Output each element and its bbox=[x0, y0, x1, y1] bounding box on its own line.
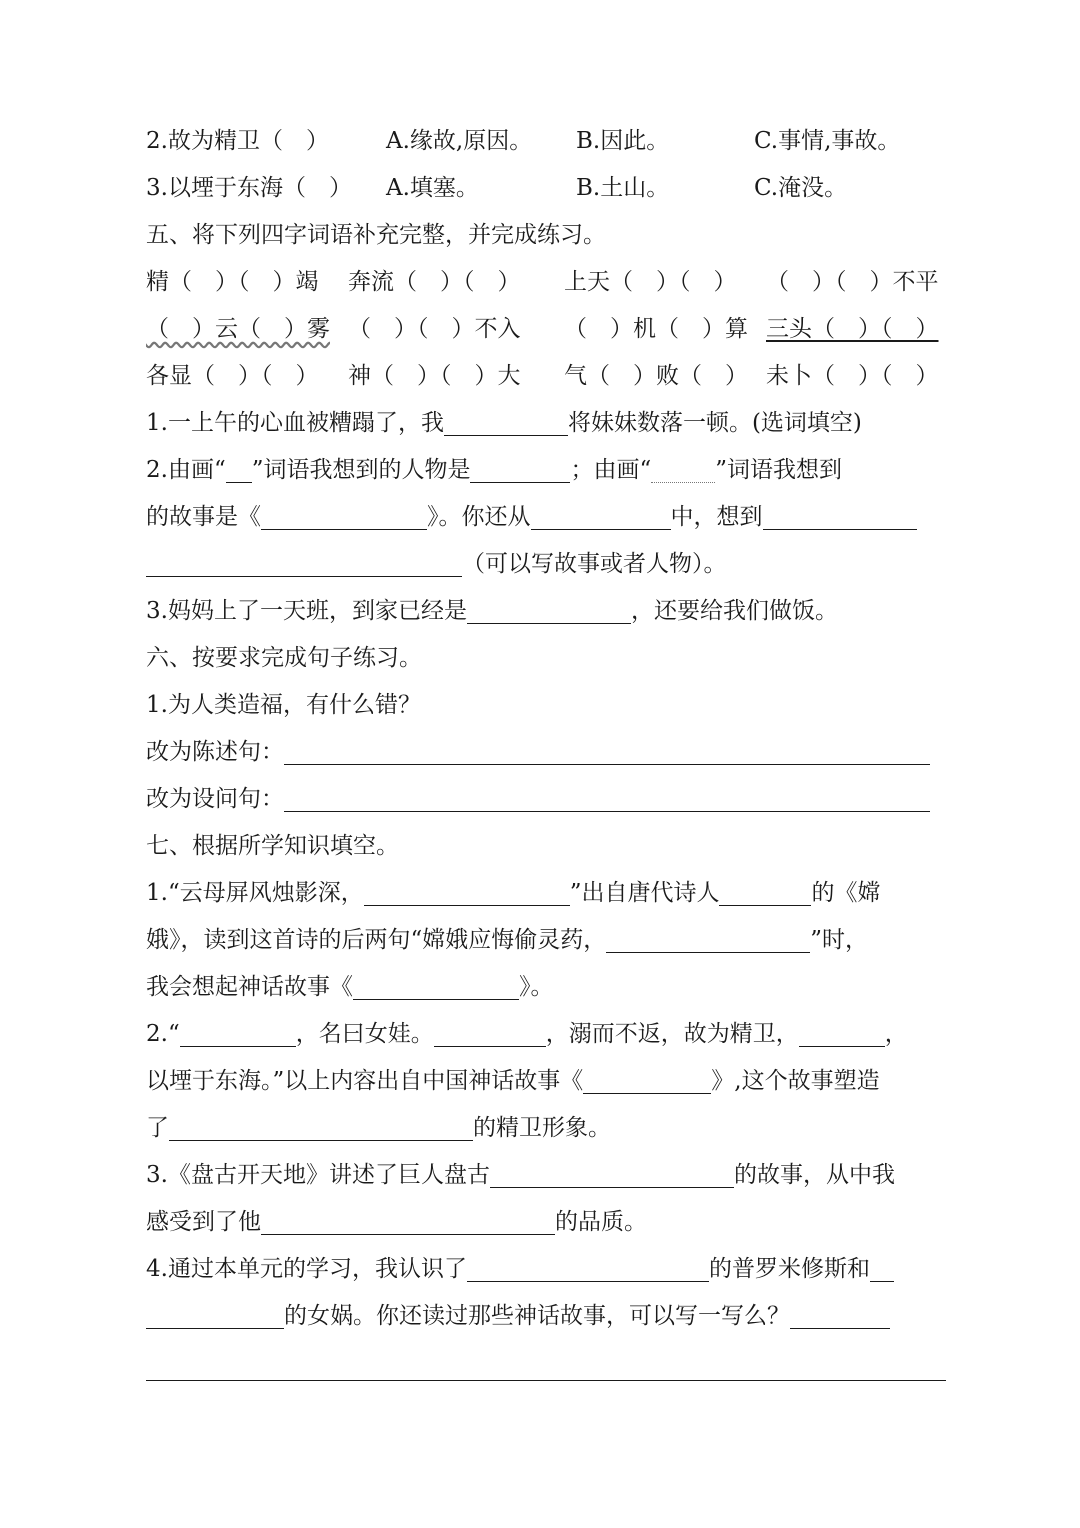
idiom-11: 气（ ）败（ ） bbox=[564, 363, 748, 389]
q7-p3-text-b: 的故事，从中我 bbox=[733, 1162, 895, 1188]
q7-p3-line-2 bbox=[146, 1199, 946, 1246]
q6-sentence: 1.为人类造福，有什么错？ bbox=[146, 692, 421, 718]
q5-s1-text-b: 将妹妹数落一顿。(选词填空) bbox=[567, 410, 862, 436]
q5-s3-text-a: 3.妈妈上了一天班，到家已经是 bbox=[146, 598, 467, 624]
q7-p4-blank-nuwa[interactable] bbox=[146, 1300, 284, 1329]
idiom-3: 上天（ ）（ ） bbox=[564, 269, 737, 295]
q7-p2-text-d: ， bbox=[884, 1021, 908, 1047]
q7-p2-blank-image[interactable] bbox=[169, 1112, 473, 1141]
q7-p4-line-2 bbox=[146, 1293, 946, 1340]
q4-item-2 bbox=[146, 118, 946, 165]
q7-p2-line-1 bbox=[146, 1011, 946, 1058]
q5-s2-text-a: 2.由画“ bbox=[146, 457, 226, 483]
q5-s2-blank-thought-1[interactable] bbox=[763, 501, 917, 530]
q7-p2-text-e: 以堙于东海。”以上内容出自中国神话故事《 bbox=[146, 1068, 584, 1094]
q5-sentence-1 bbox=[146, 400, 946, 447]
q5-s2-blank-person[interactable] bbox=[470, 454, 570, 483]
q5-idiom-row-2 bbox=[146, 306, 946, 353]
q5-s2-blank-mark-1[interactable] bbox=[226, 454, 252, 483]
q7-p4-answer-line[interactable] bbox=[146, 1380, 946, 1381]
q7-p1-blank-poet[interactable] bbox=[719, 877, 811, 906]
q5-s2-blank-mark-2[interactable] bbox=[651, 454, 715, 483]
q7-p2-blank-story[interactable] bbox=[583, 1065, 711, 1094]
idiom-5: （ ）云（ ）雾 bbox=[146, 316, 330, 342]
q7-p3-text-a: 3.《盘古开天地》讲述了巨人盘古 bbox=[146, 1162, 490, 1188]
q5-s1-text-a: 1.一上午的心血被糟蹋了，我 bbox=[146, 410, 444, 436]
q5-s3-blank[interactable] bbox=[467, 595, 631, 624]
q7-p2-text-b: ，名曰女娃。 bbox=[295, 1021, 434, 1047]
q7-p3-blank-deed[interactable] bbox=[490, 1159, 734, 1188]
q7-p2-blank-3[interactable] bbox=[799, 1018, 885, 1047]
q7-p4-blank-other-myths[interactable] bbox=[790, 1300, 890, 1329]
q7-p4-text-b: 的普罗米修斯和 bbox=[708, 1256, 870, 1282]
q7-p2-blank-2[interactable] bbox=[434, 1018, 546, 1047]
q7-p1-text-c: 的《嫦 bbox=[811, 880, 881, 906]
q7-p1-text-f: 我会想起神话故事《 bbox=[146, 974, 353, 1000]
q7-p3-text-d: 的品质。 bbox=[555, 1209, 647, 1235]
q5-s2-text-g: 中，想到 bbox=[670, 504, 763, 530]
q7-p2-text-c: ，溺而不返，故为精卫， bbox=[545, 1021, 799, 1047]
q7-p3-text-c: 感受到了他 bbox=[146, 1209, 261, 1235]
q7-p1-text-b: ”出自唐代诗人 bbox=[569, 880, 720, 906]
q7-p2-text-a: 2.“ bbox=[146, 1021, 180, 1047]
q7-p2-text-g: 了 bbox=[146, 1115, 169, 1141]
q6-heading: 六、按要求完成句子练习。 bbox=[146, 645, 422, 671]
q5-s2-blank-story[interactable] bbox=[261, 501, 427, 530]
q4-item-2-option-b: B.因此。 bbox=[576, 128, 670, 154]
q5-s2-text-f: 》。你还从 bbox=[427, 504, 531, 530]
q5-idiom-row-1 bbox=[146, 259, 946, 306]
q5-s2-text-b: ”词语我想到的人物是 bbox=[251, 457, 471, 483]
idiom-6: （ ）（ ）不入 bbox=[348, 316, 521, 342]
q4-item-2-option-c: C.事情,事故。 bbox=[754, 128, 901, 154]
q6-rhetorical-label: 改为设问句： bbox=[146, 786, 284, 812]
q4-item-3-stem: 3.以堙于东海（ ） bbox=[146, 175, 352, 201]
q7-p1-line-2 bbox=[146, 917, 946, 964]
q7-p3-blank-quality[interactable] bbox=[261, 1206, 555, 1235]
q5-s2-blank-thought-2[interactable] bbox=[146, 548, 462, 577]
q4-item-3-option-b: B.土山。 bbox=[576, 175, 670, 201]
q7-p4-blank-prometheus[interactable] bbox=[467, 1253, 709, 1282]
q7-p1-text-e: ”时， bbox=[810, 927, 869, 953]
q5-s2-text-e: 的故事是《 bbox=[146, 504, 261, 530]
idiom-1: 精（ ）（ ）竭 bbox=[146, 269, 319, 295]
q7-p4-text-a: 4.通过本单元的学习，我认识了 bbox=[146, 1256, 467, 1282]
q7-p1-text-d: 娥》，读到这首诗的后两句“嫦娥应悔偷灵药， bbox=[146, 927, 607, 953]
q5-s1-blank[interactable] bbox=[444, 407, 568, 436]
q6-declarative-label: 改为陈述句： bbox=[146, 739, 284, 765]
q4-item-3 bbox=[146, 165, 946, 212]
q7-p4-blank-nuwa-start[interactable] bbox=[870, 1253, 894, 1282]
idiom-10: 神（ ）（ ）大 bbox=[348, 363, 521, 389]
q7-p1-text-g: 》。 bbox=[519, 974, 554, 1000]
q7-p1-blank-verse[interactable] bbox=[364, 877, 570, 906]
q4-item-2-stem: 2.故为精卫（ ） bbox=[146, 128, 329, 154]
q4-item-2-option-a: A.缘故,原因。 bbox=[386, 128, 533, 154]
q4-item-3-option-c: C.淹没。 bbox=[754, 175, 848, 201]
q7-p2-text-h: 的精卫形象。 bbox=[473, 1115, 611, 1141]
q5-sentence-2-line-1 bbox=[146, 447, 946, 494]
q7-p2-line-3 bbox=[146, 1105, 946, 1152]
idiom-8: 三头（ ）（ ） bbox=[766, 316, 939, 342]
q5-s3-text-b: ，还要给我们做饭。 bbox=[630, 598, 838, 624]
q6-rhetorical-row bbox=[146, 776, 946, 823]
q5-s2-blank-source[interactable] bbox=[531, 501, 671, 530]
q7-p4-line-1 bbox=[146, 1246, 946, 1293]
q7-p4-text-c: 的女娲。你还读过那些神话故事，可以写一写么？ bbox=[284, 1303, 790, 1329]
q6-declarative-blank[interactable] bbox=[284, 736, 930, 765]
q7-p2-line-2 bbox=[146, 1058, 946, 1105]
q7-p3-line-1 bbox=[146, 1152, 946, 1199]
q7-p1-blank-verse-2[interactable] bbox=[606, 924, 810, 953]
idiom-12: 未卜（ ）（ ） bbox=[766, 363, 939, 389]
q7-p1-blank-myth[interactable] bbox=[353, 971, 519, 1000]
idiom-2: 奔流（ ）（ ） bbox=[348, 269, 521, 295]
q7-p1-text-a: 1.“云母屏风烛影深， bbox=[146, 880, 364, 906]
q5-s2-text-d: ”词语我想到 bbox=[715, 457, 842, 483]
worksheet-content bbox=[146, 118, 946, 1340]
q5-idiom-row-3 bbox=[146, 353, 946, 400]
idiom-9: 各显（ ）（ ） bbox=[146, 363, 319, 389]
q5-s2-text-h: （可以写故事或者人物）。 bbox=[462, 551, 727, 577]
q5-s2-text-c: ；由画“ bbox=[570, 457, 652, 483]
q5-heading: 五、将下列四字词语补充完整，并完成练习。 bbox=[146, 222, 606, 248]
q5-sentence-2-line-3 bbox=[146, 541, 946, 588]
q6-rhetorical-blank[interactable] bbox=[284, 783, 930, 812]
q7-p1-line-1 bbox=[146, 870, 946, 917]
q5-sentence-3 bbox=[146, 588, 946, 635]
q7-p1-line-3 bbox=[146, 964, 946, 1011]
q7-p2-blank-1[interactable] bbox=[180, 1018, 296, 1047]
idiom-7: （ ）机（ ）算 bbox=[564, 316, 748, 342]
q7-heading: 七、根据所学知识填空。 bbox=[146, 833, 399, 859]
q5-sentence-2-line-2 bbox=[146, 494, 946, 541]
idiom-4: （ ）（ ）不平 bbox=[766, 269, 939, 295]
q7-p2-text-f: 》,这个故事塑造 bbox=[711, 1068, 880, 1094]
q4-item-3-option-a: A.填塞。 bbox=[386, 175, 479, 201]
q6-declarative-row bbox=[146, 729, 946, 776]
